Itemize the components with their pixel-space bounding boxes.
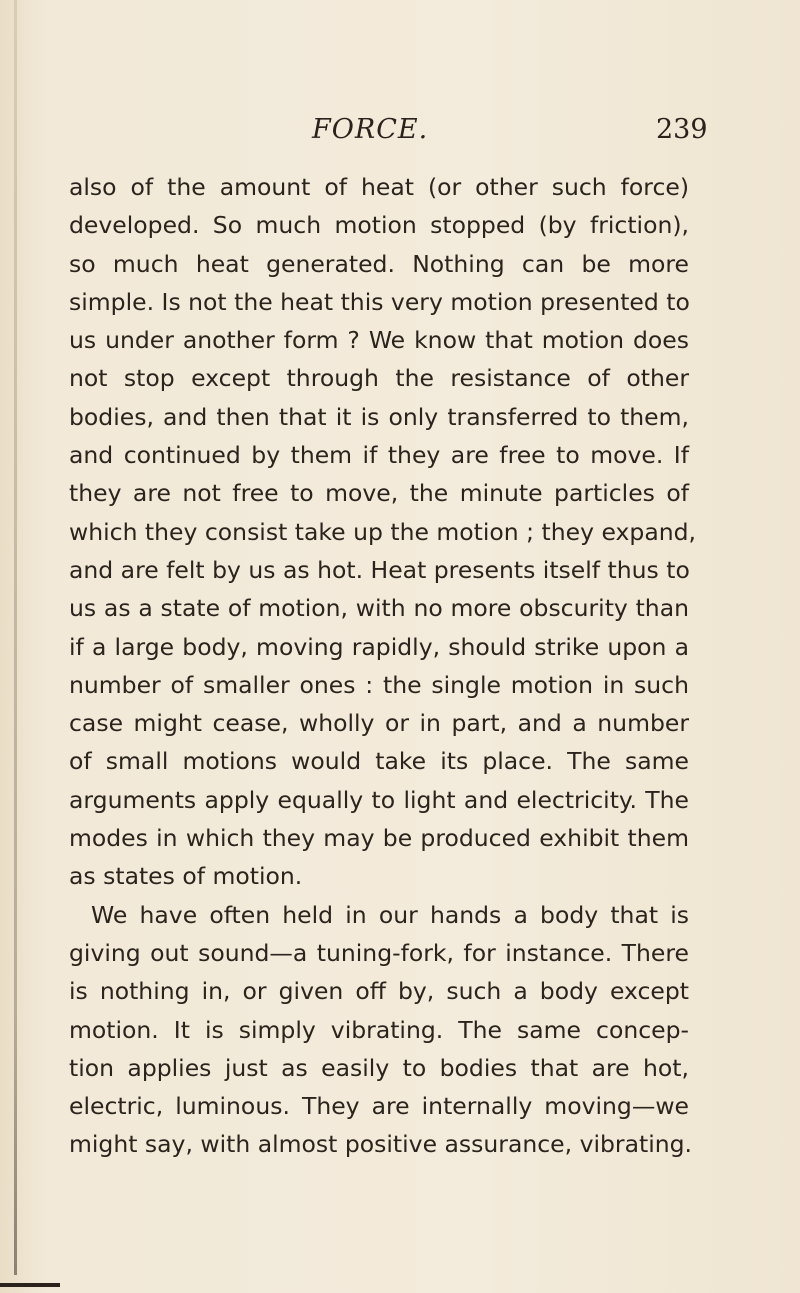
text-line: We have often held in our hands a body that is bbox=[91, 900, 689, 929]
running-title: FORCE. bbox=[312, 114, 429, 145]
text-line: electric, luminous. They are internally moving—we bbox=[69, 1092, 689, 1121]
text-line: also of the amount of heat (or other such force) bbox=[69, 173, 689, 201]
text-line: if a large body, moving rapidly, should strike upon a bbox=[69, 632, 689, 661]
text-line: and continued by them if they are free to move. If bbox=[69, 441, 689, 470]
text-line: developed. So much motion stopped (by friction), bbox=[69, 211, 689, 240]
paragraph-1 bbox=[69, 168, 697, 896]
text-line: so much heat generated. Nothing can be more bbox=[69, 249, 689, 278]
text-line: giving out sound—a tuning-fork, for instance. There bbox=[69, 938, 689, 967]
text-line: not stop except through the resistance of other bbox=[69, 364, 689, 393]
text-line: of small motions would take its place. The same bbox=[69, 747, 689, 776]
page-number: 239 bbox=[656, 114, 708, 145]
text-line: bodies, and then that it is only transferred to them, bbox=[69, 402, 689, 431]
text-line: simple. Is not the heat this very motion presented to bbox=[69, 287, 690, 316]
text-line: and are felt by us as hot. Heat presents itself thus to bbox=[69, 555, 690, 584]
paragraph-2 bbox=[69, 896, 693, 1164]
text-line: modes in which they may be produced exhibit them bbox=[69, 824, 689, 853]
text-line: is nothing in, or given off by, such a body except bbox=[69, 977, 689, 1006]
text-line: case might cease, wholly or in part, and a number bbox=[69, 709, 689, 738]
text-line: number of smaller ones : the single motion in such bbox=[69, 670, 689, 699]
text-line: might say, with almost positive assurance, vibrating. bbox=[69, 1130, 693, 1159]
text-line: arguments apply equally to light and electricity. The bbox=[69, 785, 689, 814]
text-line: us as a state of motion, with no more obscurity than bbox=[69, 594, 689, 623]
page-bottom-edge bbox=[0, 1283, 60, 1287]
running-head bbox=[0, 114, 800, 148]
text-line: tion applies just as easily to bodies that are hot, bbox=[69, 1053, 689, 1082]
text-line: us under another form ? We know that motion does bbox=[69, 326, 689, 355]
body-text bbox=[69, 168, 697, 1164]
text-line: they are not free to move, the minute particles of bbox=[69, 479, 689, 508]
text-line: as states of motion. bbox=[69, 862, 303, 891]
text-line: which they consist take up the motion ; they expand, bbox=[69, 517, 697, 546]
page-spine-shadow bbox=[14, 0, 17, 1275]
text-line: motion. It is simply vibrating. The same concep- bbox=[69, 1015, 689, 1044]
